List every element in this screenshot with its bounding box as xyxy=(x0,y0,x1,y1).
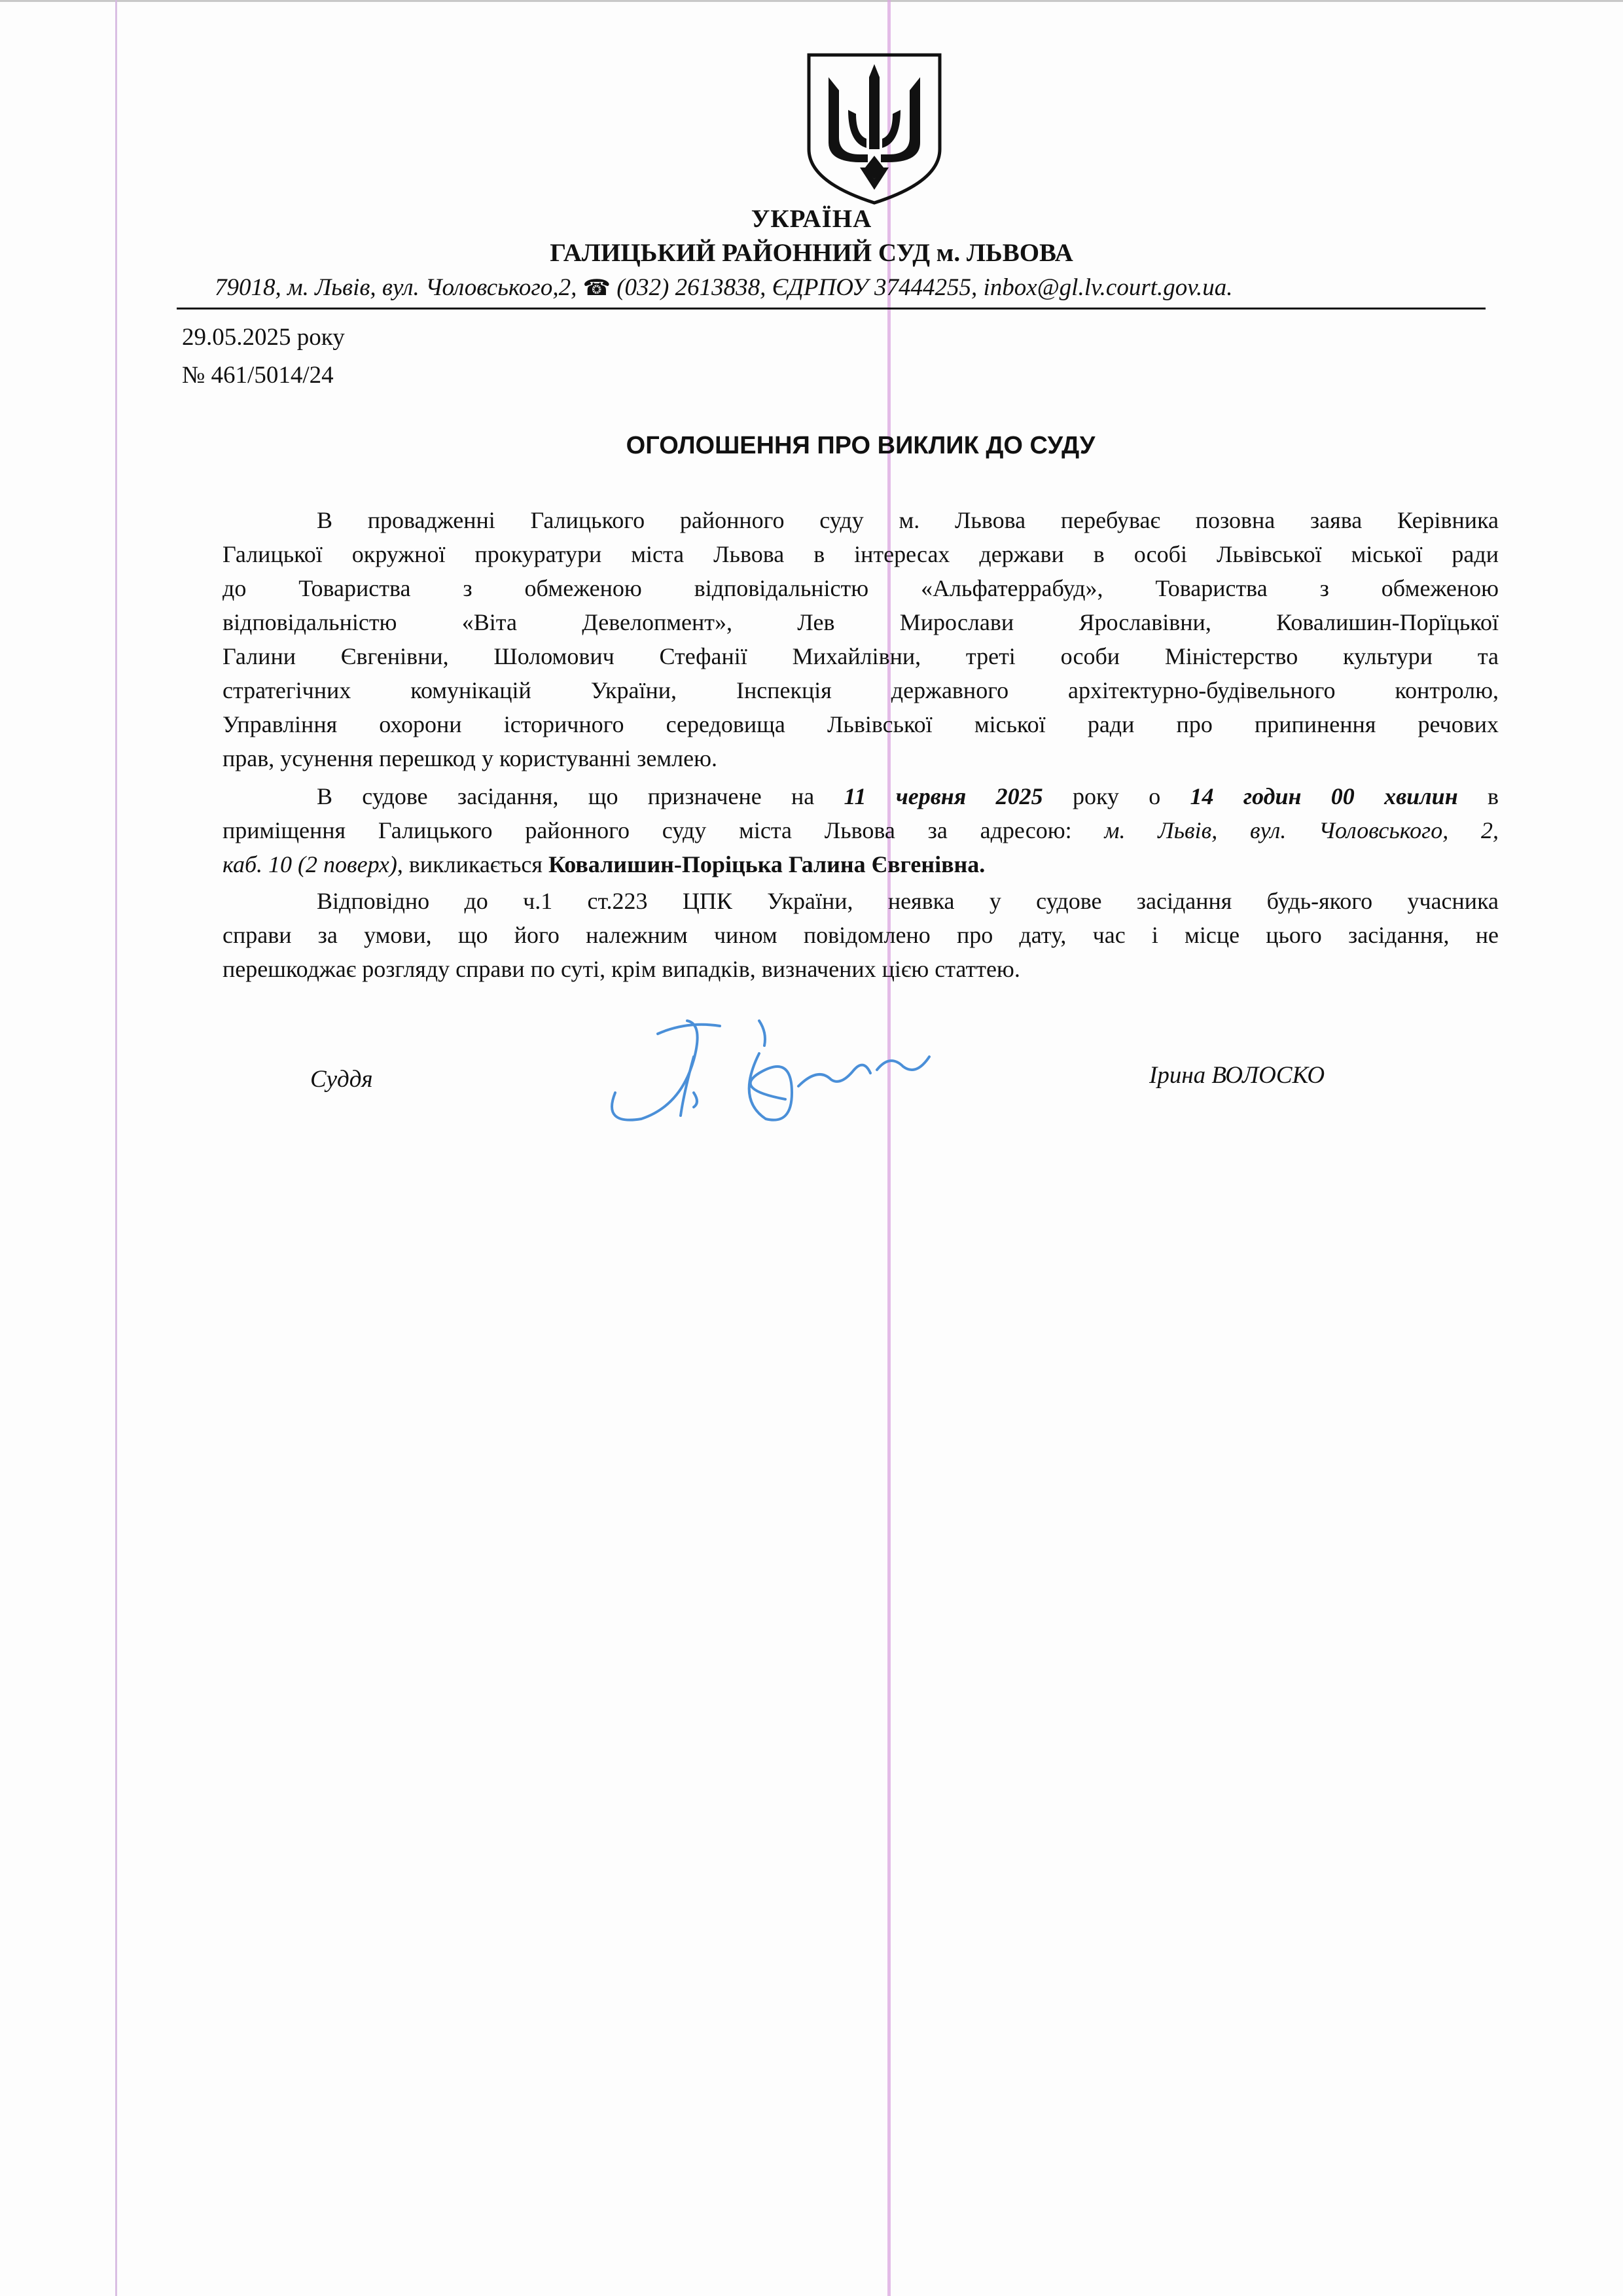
paragraph-line xyxy=(223,851,985,878)
scan-edge-line xyxy=(0,0,1623,2)
hearing-address: м. Львів, вул. Чоловського, 2, xyxy=(1104,817,1499,843)
scan-margin-line xyxy=(115,0,117,2296)
handwritten-signature xyxy=(596,995,962,1145)
paragraph-line: стратегічних комунікацій України, Інспекція державного архітектурно-будівельного контролю, xyxy=(223,677,1499,703)
scan-center-line xyxy=(887,0,891,2296)
paragraph-line: В провадженні Галицького районного суду м. Львова перебуває позовна заява Керівника xyxy=(317,507,1499,533)
address-text: 79018, м. Львів, вул. Чоловського,2, xyxy=(215,274,583,301)
tryzub-icon xyxy=(802,51,946,207)
address-contacts: (032) 2613838, ЄДРПОУ 37444255, inbox@gl.lv.court.gov.ua. xyxy=(610,274,1233,301)
paragraph-line xyxy=(223,817,1499,844)
signer-name: Ірина ВОЛОСКО xyxy=(1149,1062,1325,1089)
text: в xyxy=(1457,783,1499,809)
header-divider xyxy=(177,308,1486,309)
hearing-room: каб. 10 (2 поверх) xyxy=(223,851,397,877)
text: В судове засідання, що призначене на xyxy=(317,783,844,809)
text: року о xyxy=(1043,783,1190,809)
signer-role: Суддя xyxy=(310,1066,373,1093)
paragraph-line: Управління охорони історичного середовища Львівської міської ради про припинення речових xyxy=(223,711,1499,737)
document-date: 29.05.2025 року xyxy=(182,324,345,351)
country-heading: УКРАЇНА xyxy=(751,205,872,233)
document-title: ОГОЛОШЕННЯ ПРО ВИКЛИК ДО СУДУ xyxy=(626,432,1096,459)
paragraph-line: Галини Євгенівни, Шоломович Стефанії Михайлівни, треті особи Міністерство культури та xyxy=(223,643,1499,669)
summoned-person: Ковалишин-Поріцька Галина Євгенівна. xyxy=(548,851,986,877)
paragraph-line: відповідальністю «Віта Девелопмент», Лев Мирослави Ярославівни, Ковалишин-Порїцької xyxy=(223,609,1499,635)
text: приміщення Галицького районного суду міста Львова за адресою: xyxy=(223,817,1105,843)
paragraph-line: до Товариства з обмеженою відповідальністю «Альфатеррабуд», Товариства з обмеженою xyxy=(223,575,1499,601)
paragraph-line: Відповідно до ч.1 ст.223 ЦПК України, неявка у судове засідання будь-якого учасника xyxy=(317,888,1499,914)
hearing-time: 14 годин 00 хвилин xyxy=(1190,783,1458,809)
hearing-date: 11 червня 2025 xyxy=(844,783,1043,809)
paragraph-line: справи за умови, що його належним чином повідомлено про дату, час і місце цього засідання, не xyxy=(223,922,1499,948)
paragraph-line: перешкоджає розгляду справи по суті, крім випадків, визначених цією статтею. xyxy=(223,956,1020,982)
paragraph-line xyxy=(317,783,1499,810)
paragraph-line: прав, усунення перешкод у користуванні землею. xyxy=(223,745,717,771)
phone-icon: ☎ xyxy=(582,276,611,300)
court-heading: ГАЛИЦЬКИЙ РАЙОННИЙ СУД м. ЛЬВОВА xyxy=(550,239,1073,267)
paragraph-line: Галицької окружної прокуратури міста Львова в інтересах держави в особі Львівської міської ради xyxy=(223,541,1499,567)
court-address xyxy=(215,274,1232,302)
text: , викликається xyxy=(397,851,548,877)
case-number: № 461/5014/24 xyxy=(182,362,334,389)
